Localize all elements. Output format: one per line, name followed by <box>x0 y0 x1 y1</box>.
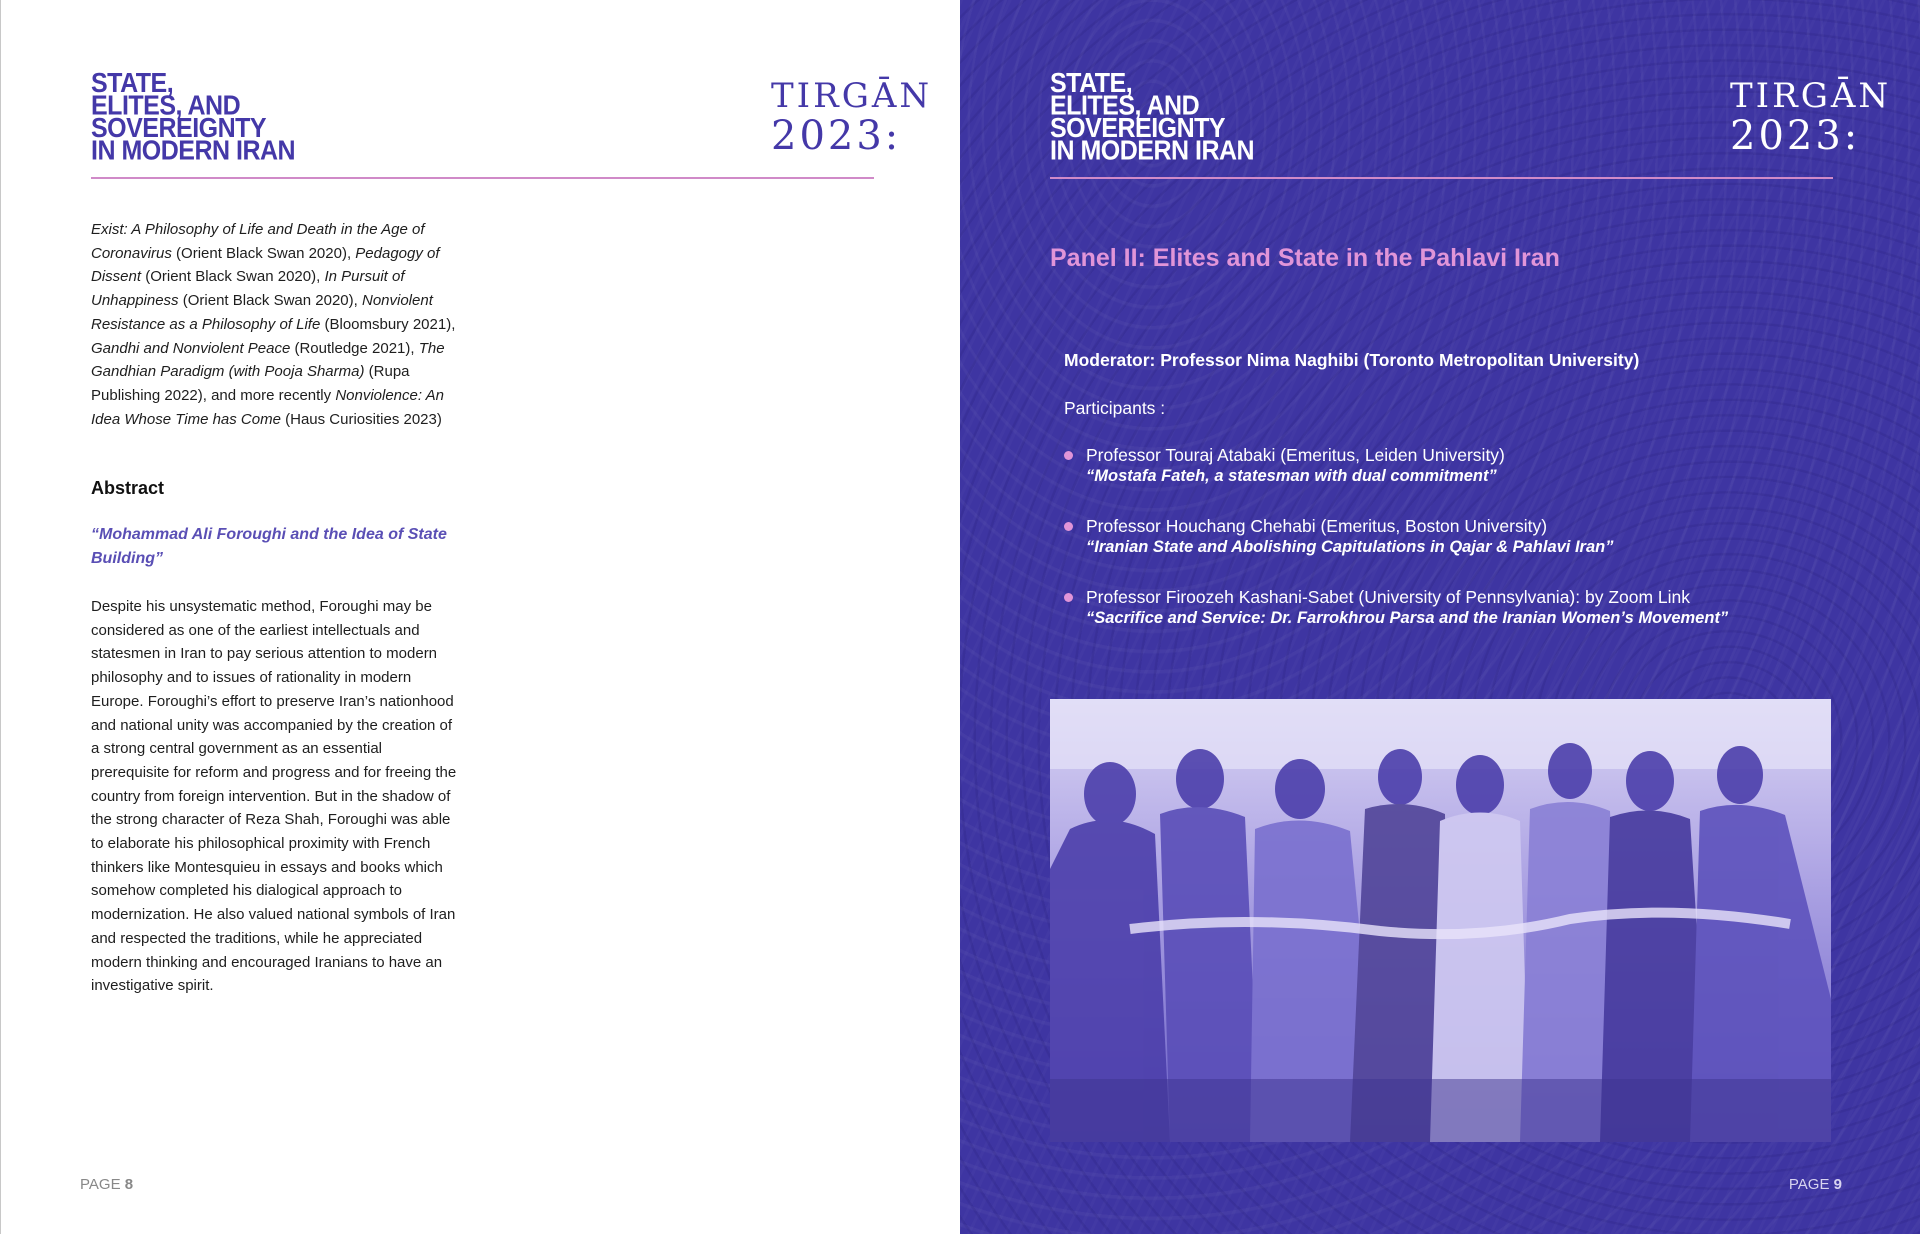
page-number-value: 8 <box>124 1176 134 1193</box>
bio-segment: Nonviolence: An Idea Whose Time has Come <box>91 386 444 428</box>
talk-title: “Sacrifice and Service: Dr. Farrokhrou Parsa and the Iranian Women’s Movement” <box>1086 609 1729 627</box>
title-line: IN MODERN IRAN <box>1050 134 1255 167</box>
photo-illustration <box>1050 699 1831 1142</box>
participant-item <box>1064 516 1613 557</box>
title-line: SOVEREIGNTY <box>91 112 267 144</box>
talk-title: “Iranian State and Abolishing Capitulations in Qajar & Pahlavi Iran” <box>1086 538 1614 556</box>
participant-name: Professor Firoozeh Kashani-Sabet (University of Pennsylvania): by Zoom Link <box>1086 587 1691 607</box>
bio-segment: Gandhi and Nonviolent Peace <box>91 339 291 357</box>
left-column <box>91 218 461 998</box>
title-line: IN MODERN IRAN <box>91 134 296 167</box>
page-label: PAGE <box>80 1176 121 1193</box>
page-number <box>1789 1176 1842 1193</box>
page-9 <box>960 0 1920 1234</box>
bio-segment: (Bloomsbury 2021), <box>320 315 456 333</box>
logo-year: 2023: <box>1730 113 1861 159</box>
page-number-value: 9 <box>1833 1176 1842 1193</box>
bio-segment: (Routledge 2021), <box>290 339 419 357</box>
abstract-title: “Mohammad Ali Foroughi and the Idea of State Building” <box>91 526 447 568</box>
tirgan-logo <box>771 76 933 159</box>
participant-name: Professor Touraj Atabaki (Emeritus, Leiden University) <box>1086 445 1505 465</box>
document-title <box>91 67 296 167</box>
bio-segment: Pedagogy of Dissent <box>91 244 440 286</box>
abstract-heading: Abstract <box>91 478 165 499</box>
participant-name-row <box>1064 587 1728 608</box>
moderator-line: Moderator: Professor Nima Naghibi (Toronto Metropolitan University) <box>1064 350 1640 370</box>
abstract-body: Despite his unsystematic method, Foroughi may be considered as one of the earliest intellectuals and statesmen in Iran to pay serious attention to modern philosophy and to issues of rationality in modern Europe. Foroughi’s effort to preserve Iran’s nationhood and national unity was accompanied by the creation of a strong central government as an essential prerequisite for reform and progress and for freeing the country from foreign intervention. But in the shadow of the strong character of Reza Shah, Foroughi was able to elaborate his philosophical proximity with French thinkers like Montesquieu in essays and books which somehow completed his dialogical approach to modernization. He also valued national symbols of Iran and respected the traditions, while he appreciated modern thinking and encouraged Iranians to have an investigative spirit. <box>91 598 457 995</box>
tirgan-logo <box>1730 76 1892 159</box>
bio-segment: (Orient Black Swan 2020), <box>178 292 362 310</box>
bio-segment: Exist: A Philosophy of Life and Death in the Age of Coronavirus <box>91 221 425 262</box>
participant-item <box>1064 587 1728 628</box>
title-line: ELITES, AND <box>91 89 241 122</box>
bullet-icon <box>1064 593 1073 602</box>
title-line: STATE, <box>1050 67 1133 99</box>
logo-text: TIRGĀN <box>771 76 933 116</box>
talk-title: “Mostafa Fateh, a statesman with dual commitment” <box>1086 467 1497 485</box>
title-line: STATE, <box>91 67 174 99</box>
header-divider <box>1050 177 1833 179</box>
panel-title: Panel II: Elites and State in the Pahlavi Iran <box>1050 244 1560 272</box>
participant-item <box>1064 445 1505 486</box>
title-line: SOVEREIGNTY <box>1050 112 1226 144</box>
page-label: PAGE <box>1788 1176 1830 1193</box>
bio-segment: The Gandhian Paradigm (with Pooja Sharma) <box>91 339 445 381</box>
bio-segment: Nonviolent Resistance as a Philosophy of Life <box>91 292 433 333</box>
logo-text: TIRGĀN <box>1730 76 1892 116</box>
logo-year: 2023: <box>771 113 902 159</box>
participant-name-row <box>1064 445 1505 466</box>
bullet-icon <box>1064 522 1073 531</box>
bio-segment: (Haus Curiosities 2023) <box>280 410 442 428</box>
protest-photo <box>1050 699 1831 1142</box>
title-line: ELITES, AND <box>1050 89 1200 122</box>
bio-segment: (Orient Black Swan 2020), <box>141 268 325 286</box>
participant-name-row <box>1064 516 1613 537</box>
document-title <box>1050 67 1255 167</box>
participant-name: Professor Houchang Chehabi (Emeritus, Boston University) <box>1086 516 1548 536</box>
participants-label: Participants : <box>1064 398 1166 418</box>
page-number <box>80 1176 133 1193</box>
header-divider <box>91 177 874 179</box>
bio-segment: (Rupa Publishing 2022), and more recently <box>91 363 410 404</box>
bio-segment: (Orient Black Swan 2020), <box>171 244 356 262</box>
bio-paragraph <box>91 218 461 431</box>
bio-segment: In Pursuit of Unhappiness <box>91 268 405 310</box>
bullet-icon <box>1064 451 1073 460</box>
